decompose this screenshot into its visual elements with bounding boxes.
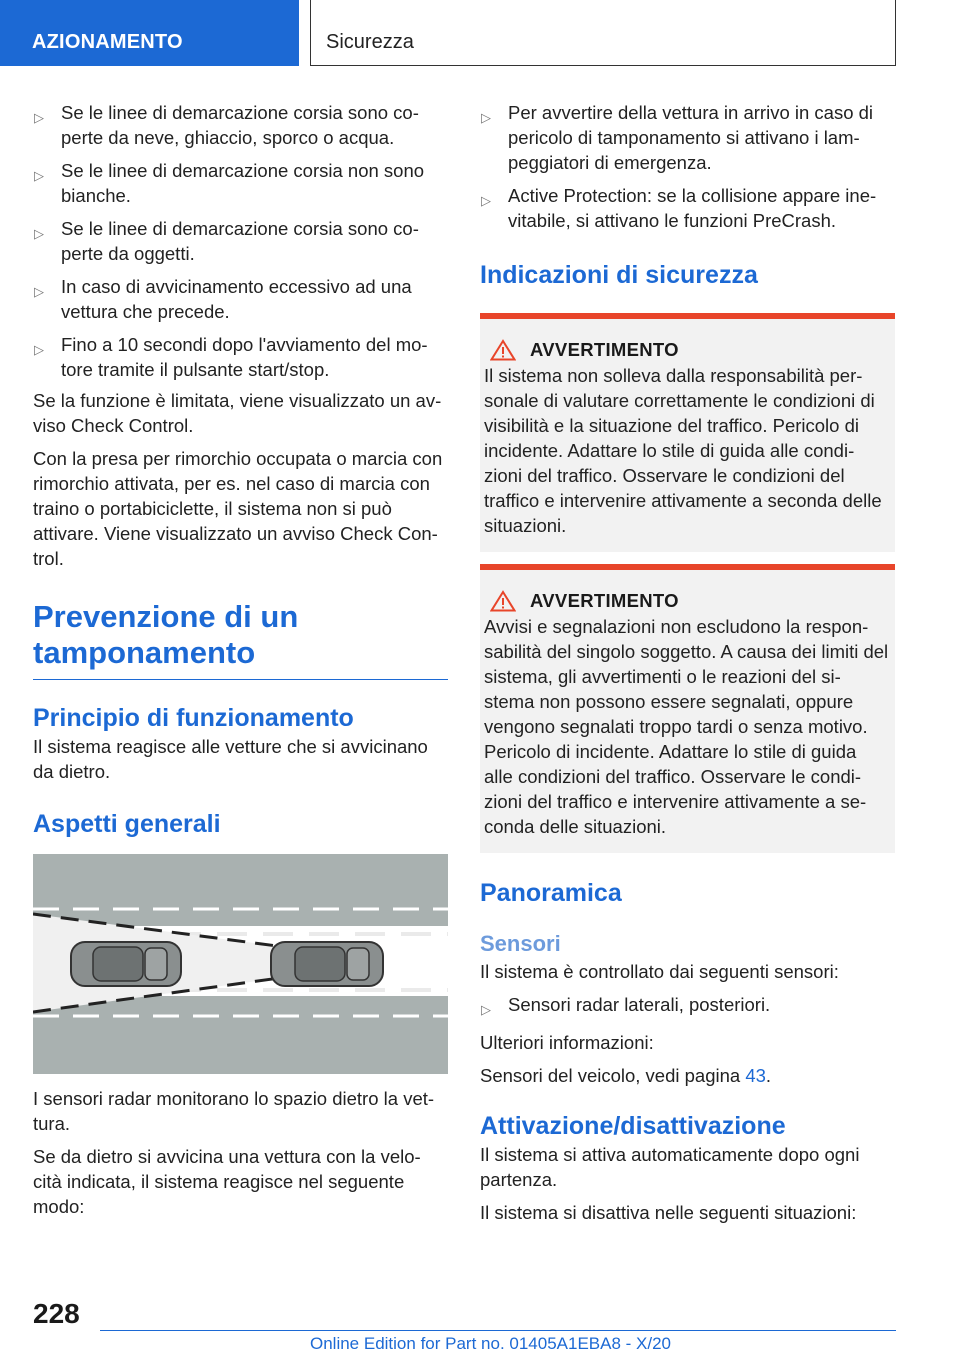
warning-box: [480, 564, 895, 853]
triangle-bullet-icon: ▷: [34, 284, 44, 299]
paragraph: Il sistema si disattiva nelle seguenti situazioni:: [480, 1202, 857, 1223]
warning-title: AVVERTIMENTO: [530, 339, 679, 360]
triangle-bullet-icon: ▷: [481, 110, 491, 125]
list-item: ▷ Sensori radar laterali, posteriori.: [480, 992, 895, 1022]
warning-triangle-icon: [490, 339, 516, 361]
heading-sensori: Sensori: [480, 931, 561, 956]
triangle-bullet-icon: ▷: [481, 1002, 491, 1017]
paragraph: Se da dietro si avvicina una vettura con la velo-cità indicata, il sistema reagisce nel seguente modo:: [33, 1146, 421, 1217]
paragraph: Con la presa per rimorchio occupata o marcia con rimorchio attivata, per es. nel caso di marcia con traino o portabiciclette, il sistema non si può attivare. Viene visualizzato un avviso Check Con-trol.: [33, 448, 443, 569]
heading-aspetti: Aspetti generali: [33, 810, 221, 838]
heading-indicazioni: Indicazioni di sicurezza: [480, 261, 758, 289]
paragraph: Se la funzione è limitata, viene visualizzato un av-viso Check Control.: [33, 390, 442, 436]
radar-illustration: [33, 854, 448, 1074]
page-link[interactable]: 43: [745, 1065, 766, 1086]
section-tab: AZIONAMENTO: [0, 0, 299, 66]
paragraph: Il sistema si attiva automaticamente dopo ogni partenza.: [480, 1144, 860, 1190]
triangle-bullet-icon: ▷: [34, 226, 44, 241]
list-item: ▷ Se le linee di demarcazione corsia sono co-perte da neve, ghiaccio, sporco o acqua.: [34, 102, 419, 148]
footer-divider: [100, 1330, 896, 1331]
edition-text: Online Edition for Part no. 01405A1EBA8 - X/20: [310, 1334, 672, 1353]
list-item: ▷ Fino a 10 secondi dopo l'avviamento del mo-tore tramite il pulsante start/stop.: [34, 334, 428, 380]
heading-principio: Principio di funzionamento: [33, 704, 354, 732]
cross-reference: Sensori del veicolo, vedi pagina 43.: [480, 1065, 772, 1086]
triangle-bullet-icon: ▷: [34, 342, 44, 357]
warning-box: [480, 313, 895, 552]
list-item: ▷ Se le linee di demarcazione corsia sono co-perte da oggetti.: [34, 218, 419, 264]
warning-title: AVVERTIMENTO: [530, 590, 679, 611]
list-item: ▷ Se le linee di demarcazione corsia non sono bianche.: [34, 160, 425, 206]
limitations-list: [33, 100, 448, 382]
chapter-tab: Sicurezza: [310, 0, 896, 66]
triangle-bullet-icon: ▷: [481, 193, 491, 208]
own-car-icon: [271, 942, 383, 986]
heading-panoramica: Panoramica: [480, 879, 622, 907]
list-item: ▷ Active Protection: se la collisione appare ine-vitabile, si attivano le funzioni PreCrash.: [481, 185, 877, 231]
left-column: [33, 100, 448, 1219]
warning-text: Il sistema non solleva dalla responsabilità per-sonale di valutare correttamente le condizioni di visibilità e la situazione del traffico. Pericolo di incidente. Adattare lo stile di guida alle condi-zioni del traffico. Osservare le condizioni del traffico e intervenire attivamente a seconda delle situazioni.: [484, 365, 882, 536]
right-column: [480, 100, 895, 1225]
page-title: Prevenzione di un tamponamento: [33, 599, 299, 670]
page-number: 228: [33, 1298, 80, 1329]
list-item: ▷ In caso di avvicinamento eccessivo ad una vettura che precede.: [34, 276, 412, 322]
list-item: ▷ Per avvertire della vettura in arrivo in caso di pericolo di tamponamento si attivano i lam-peggiatori di emergenza.: [481, 102, 874, 173]
triangle-bullet-icon: ▷: [34, 168, 44, 183]
warning-triangle-icon: [490, 590, 516, 612]
heading-attivazione: Attivazione/disattivazione: [480, 1112, 786, 1140]
paragraph: Il sistema reagisce alle vetture che si avvicinano da dietro.: [33, 736, 428, 782]
caption: I sensori radar monitorano lo spazio dietro la vet-tura.: [33, 1088, 435, 1134]
approaching-car-icon: [71, 942, 181, 986]
rear-radar-diagram: [33, 854, 448, 1074]
triangle-bullet-icon: ▷: [34, 110, 44, 125]
warning-text: Avvisi e segnalazioni non escludono la respon-sabilità del singolo soggetto. A causa dei limiti del sistema, gli avvertimenti o le reazioni del si-stema non possono essere segnalati, oppure vengono segnalati troppo tardi o senza motivo. Pericolo di incidente. Adattare lo stile di guida alle condizioni del traffico. Osservare le condi-zioni del traffico e intervenire attivamente a se-conda delle situazioni.: [484, 616, 889, 837]
reaction-list: [480, 100, 895, 233]
title-divider: [33, 679, 448, 680]
paragraph: Ulteriori informazioni:: [480, 1032, 654, 1053]
paragraph: Il sistema è controllato dai seguenti sensori:: [480, 961, 839, 982]
